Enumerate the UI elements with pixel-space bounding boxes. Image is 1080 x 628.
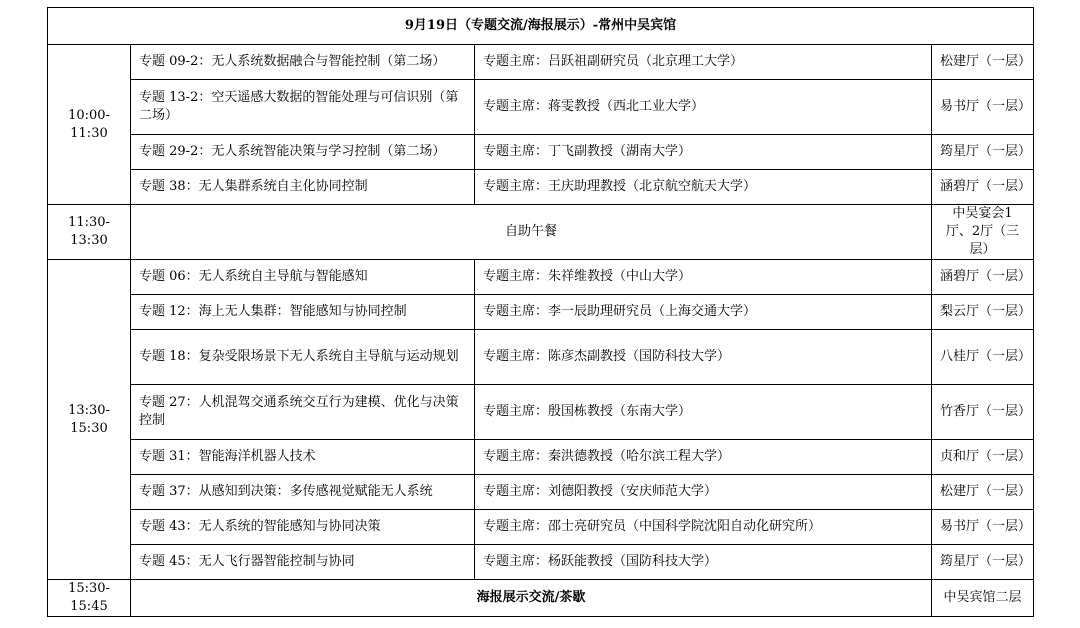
session-topic: 专题 29-2：无人系统智能决策与学习控制（第二场）	[131, 135, 475, 170]
session-room: 松建厅（一层）	[932, 45, 1034, 80]
session-topic: 专题 31：智能海洋机器人技术	[131, 440, 475, 475]
session-chair: 专题主席：吕跃祖副研究员（北京理工大学）	[475, 45, 932, 80]
time-slot: 11:30-13:30	[48, 205, 131, 260]
session-chair: 专题主席：蒋雯教授（西北工业大学）	[475, 80, 932, 135]
session-chair: 专题主席：刘德阳教授（安庆师范大学）	[475, 475, 932, 510]
session-topic: 专题 45：无人飞行器智能控制与协同	[131, 545, 475, 580]
session-topic: 专题 27：人机混驾交通系统交互行为建模、优化与决策控制	[131, 385, 475, 440]
time-slot: 13:30-15:30	[48, 260, 131, 580]
session-room: 易书厅（一层）	[932, 510, 1034, 545]
session-room: 筠星厅（一层）	[932, 545, 1034, 580]
session-chair: 专题主席：陈彦杰副教授（国防科技大学）	[475, 330, 932, 385]
session-room: 贞和厅（一层）	[932, 440, 1034, 475]
session-room: 涵碧厅（一层）	[932, 170, 1034, 205]
session-topic: 专题 18：复杂受限场景下无人系统自主导航与运动规划	[131, 330, 475, 385]
session-room: 易书厅（一层）	[932, 80, 1034, 135]
poster-break-room: 中吴宾馆二层	[932, 580, 1034, 617]
session-topic: 专题 38：无人集群系统自主化协同控制	[131, 170, 475, 205]
session-chair: 专题主席：邵士亮研究员（中国科学院沈阳自动化研究所）	[475, 510, 932, 545]
session-topic: 专题 06：无人系统自主导航与智能感知	[131, 260, 475, 295]
session-room: 竹香厅（一层）	[932, 385, 1034, 440]
session-chair: 专题主席：李一辰助理研究员（上海交通大学）	[475, 295, 932, 330]
session-room: 筠星厅（一层）	[932, 135, 1034, 170]
schedule-table	[47, 7, 1034, 617]
session-chair: 专题主席：杨跃能教授（国防科技大学）	[475, 545, 932, 580]
session-chair: 专题主席：殷国栋教授（东南大学）	[475, 385, 932, 440]
session-topic: 专题 43：无人系统的智能感知与协同决策	[131, 510, 475, 545]
session-topic: 专题 37：从感知到决策：多传感视觉赋能无人系统	[131, 475, 475, 510]
poster-break-label: 海报展示交流/茶歇	[131, 580, 932, 617]
session-chair: 专题主席：王庆助理教授（北京航空航天大学）	[475, 170, 932, 205]
session-chair: 专题主席：丁飞副教授（湖南大学）	[475, 135, 932, 170]
schedule-title: 9月19日（专题交流/海报展示）-常州中吴宾馆	[48, 8, 1034, 45]
session-chair: 专题主席：秦洪德教授（哈尔滨工程大学）	[475, 440, 932, 475]
session-room: 八桂厅（一层）	[932, 330, 1034, 385]
session-topic: 专题 12：海上无人集群：智能感知与协同控制	[131, 295, 475, 330]
session-room: 涵碧厅（一层）	[932, 260, 1034, 295]
session-chair: 专题主席：朱祥维教授（中山大学）	[475, 260, 932, 295]
session-room: 梨云厅（一层）	[932, 295, 1034, 330]
session-topic: 专题 13-2：空天遥感大数据的智能处理与可信识别（第二场）	[131, 80, 475, 135]
lunch-room: 中吴宴会1厅、2厅（三层）	[932, 205, 1034, 260]
session-topic: 专题 09-2：无人系统数据融合与智能控制（第二场）	[131, 45, 475, 80]
time-slot: 15:30-15:45	[48, 580, 131, 617]
lunch-label: 自助午餐	[131, 205, 932, 260]
session-room: 松建厅（一层）	[932, 475, 1034, 510]
time-slot: 10:00-11:30	[48, 45, 131, 205]
